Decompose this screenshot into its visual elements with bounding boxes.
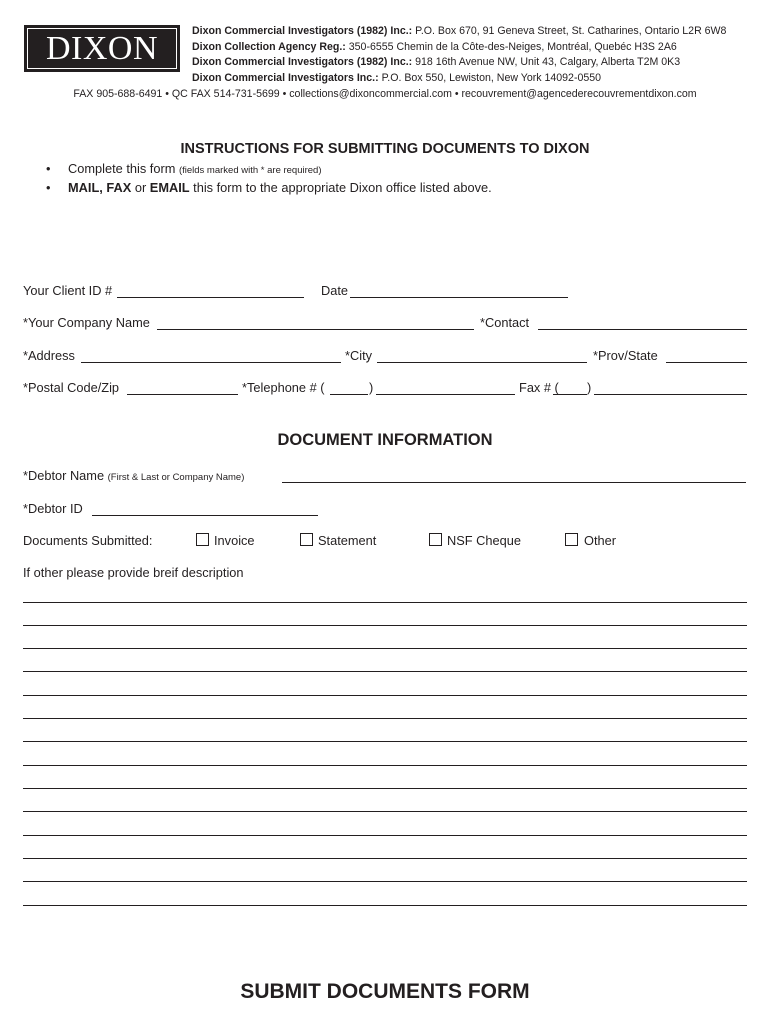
or-text: or bbox=[131, 180, 150, 195]
telephone-paren-close: ) bbox=[369, 380, 374, 395]
description-line[interactable] bbox=[23, 788, 747, 789]
contact-line: FAX 905-688-6491 • QC FAX 514-731-5699 • collections@dixoncommercial.com • recouvrement@agencederecouvrementdixon.com bbox=[73, 88, 697, 100]
address-line-lewiston bbox=[192, 72, 601, 84]
address-label: *Address bbox=[23, 348, 75, 363]
address-company-name: Dixon Commercial Investigators Inc.: bbox=[192, 72, 379, 84]
debtor-id-field[interactable] bbox=[92, 515, 318, 516]
telephone-field[interactable] bbox=[376, 394, 515, 395]
statement-label: Statement bbox=[318, 533, 377, 548]
instructions-title: INSTRUCTIONS FOR SUBMITTING DOCUMENTS TO DIXON bbox=[180, 141, 590, 157]
bullet-icon: • bbox=[46, 161, 51, 176]
invoice-label: Invoice bbox=[214, 533, 255, 548]
instruction-text: this form to the appropriate Dixon office listed above. bbox=[189, 180, 492, 195]
prov-state-field[interactable] bbox=[666, 362, 747, 363]
address-detail: P.O. Box 550, Lewiston, New York 14092-0550 bbox=[378, 72, 602, 84]
date-label: Date bbox=[321, 283, 349, 298]
date-field[interactable] bbox=[350, 297, 568, 298]
address-detail: 350-6555 Chemin de la Côte-des-Neiges, Montréal, Quebéc H3S 2A6 bbox=[345, 41, 677, 53]
client-id-label: Your Client ID # bbox=[23, 283, 113, 298]
debtor-name-note: (First & Last or Company Name) bbox=[107, 472, 245, 483]
fax-paren-close: ) bbox=[587, 380, 592, 395]
other-description-label: If other please provide breif description bbox=[23, 565, 244, 580]
other-label: Other bbox=[584, 533, 617, 548]
description-line[interactable] bbox=[23, 858, 747, 859]
address-line-st-catharines bbox=[192, 25, 726, 37]
email-text: EMAIL bbox=[149, 180, 190, 195]
description-line[interactable] bbox=[23, 741, 747, 742]
telephone-area-code-field[interactable] bbox=[330, 394, 368, 395]
company-name-label: *Your Company Name bbox=[23, 315, 150, 330]
address-company-name: Dixon Collection Agency Reg.: bbox=[192, 41, 346, 53]
debtor-name-label bbox=[23, 468, 244, 486]
logo-text: DIXON bbox=[27, 28, 177, 69]
invoice-checkbox[interactable] bbox=[196, 533, 209, 546]
city-field[interactable] bbox=[377, 362, 587, 363]
other-checkbox[interactable] bbox=[565, 533, 578, 546]
contact-label: *Contact bbox=[480, 315, 530, 330]
description-line[interactable] bbox=[23, 718, 747, 719]
description-line[interactable] bbox=[23, 602, 747, 603]
address-company-name: Dixon Commercial Investigators (1982) Inc.: bbox=[192, 25, 413, 37]
fax-field[interactable] bbox=[594, 394, 747, 395]
instruction-bullet-complete bbox=[46, 161, 322, 179]
description-line[interactable] bbox=[23, 905, 747, 906]
documents-submitted-label: Documents Submitted: bbox=[23, 533, 153, 548]
debtor-name-text: *Debtor Name bbox=[23, 468, 108, 483]
nsf-cheque-checkbox[interactable] bbox=[429, 533, 442, 546]
dixon-logo bbox=[24, 25, 180, 72]
address-field[interactable] bbox=[81, 362, 341, 363]
postal-code-label: *Postal Code/Zip bbox=[23, 380, 120, 395]
mail-fax-text: MAIL, FAX bbox=[68, 180, 132, 195]
bullet-icon: • bbox=[46, 180, 51, 195]
nsf-cheque-label: NSF Cheque bbox=[447, 533, 521, 548]
address-line-calgary bbox=[192, 56, 680, 68]
fax-area-code-field[interactable] bbox=[553, 394, 587, 395]
instruction-text: Complete this form bbox=[68, 161, 179, 176]
description-line[interactable] bbox=[23, 625, 747, 626]
client-id-field[interactable] bbox=[117, 297, 304, 298]
document-information-title: DOCUMENT INFORMATION bbox=[277, 431, 493, 449]
address-company-name: Dixon Commercial Investigators (1982) Inc.: bbox=[192, 56, 413, 68]
debtor-name-field[interactable] bbox=[282, 482, 746, 483]
description-line[interactable] bbox=[23, 765, 747, 766]
description-line[interactable] bbox=[23, 648, 747, 649]
description-line[interactable] bbox=[23, 695, 747, 696]
contact-field[interactable] bbox=[538, 329, 747, 330]
company-name-field[interactable] bbox=[157, 329, 474, 330]
required-note: (fields marked with * are required) bbox=[178, 165, 322, 176]
description-line[interactable] bbox=[23, 881, 747, 882]
city-label: *City bbox=[345, 348, 373, 363]
postal-code-field[interactable] bbox=[127, 394, 238, 395]
address-detail: P.O. Box 670, 91 Geneva Street, St. Catharines, Ontario L2R 6W8 bbox=[412, 25, 727, 37]
address-line-montreal bbox=[192, 41, 677, 53]
fax-label: Fax # ( bbox=[519, 380, 559, 395]
description-line[interactable] bbox=[23, 671, 747, 672]
telephone-label: *Telephone # ( bbox=[242, 380, 325, 395]
description-line[interactable] bbox=[23, 835, 747, 836]
prov-state-label: *Prov/State bbox=[593, 348, 658, 363]
address-detail: 918 16th Avenue NW, Unit 43, Calgary, Alberta T2M 0K3 bbox=[412, 56, 681, 68]
debtor-id-label: *Debtor ID bbox=[23, 501, 83, 516]
form-title: SUBMIT DOCUMENTS FORM bbox=[240, 980, 530, 1003]
description-line[interactable] bbox=[23, 811, 747, 812]
statement-checkbox[interactable] bbox=[300, 533, 313, 546]
instruction-bullet-send bbox=[46, 180, 492, 196]
